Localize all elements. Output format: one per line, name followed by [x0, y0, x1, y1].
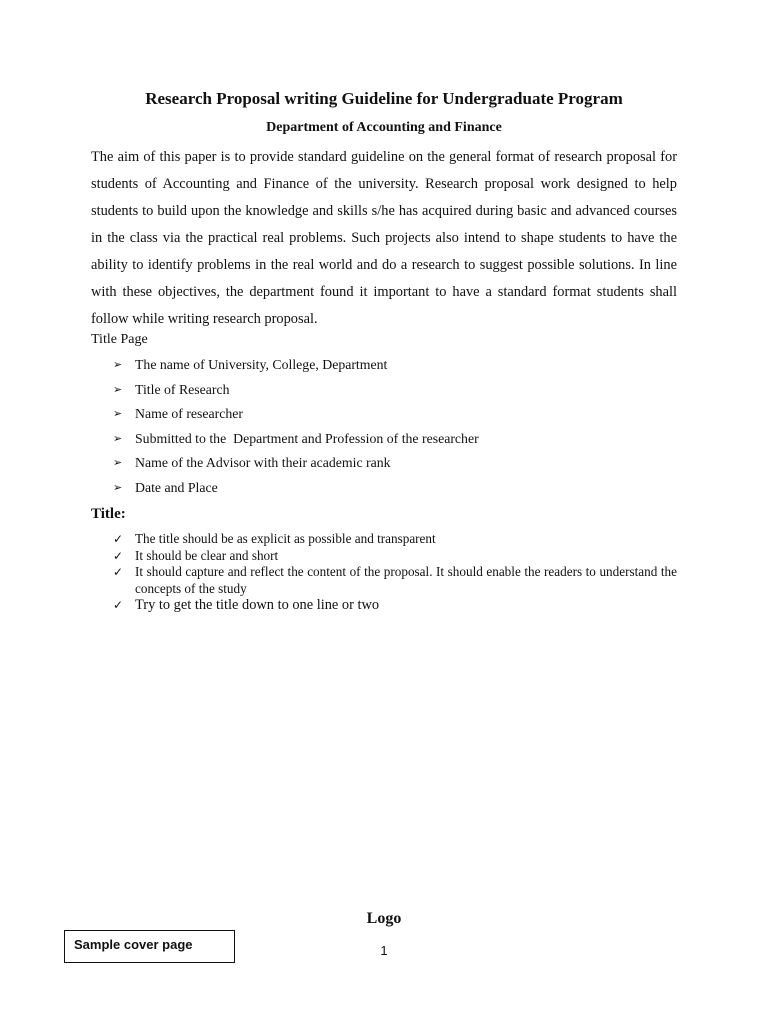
- checkmark-bullet-icon: ✓: [113, 532, 124, 546]
- list-item: [113, 476, 479, 501]
- title-rules-list: [113, 531, 677, 614]
- page-number: 1: [380, 943, 388, 958]
- department-heading: Department of Accounting and Finance: [266, 120, 502, 135]
- list-item: [113, 353, 479, 378]
- list-item: [113, 597, 677, 614]
- arrow-bullet-icon: ➢: [113, 481, 123, 494]
- list-item-label: It should capture and reflect the content of the proposal. It should enable the readers to understand the concepts of the study: [135, 564, 677, 596]
- checkmark-bullet-icon: ✓: [113, 598, 124, 612]
- list-item-label: Date and Place: [135, 479, 218, 495]
- list-item-label: Title of Research: [135, 381, 230, 397]
- arrow-bullet-icon: ➢: [113, 383, 123, 396]
- checkmark-bullet-icon: ✓: [113, 548, 124, 563]
- list-item: [113, 402, 479, 427]
- checkmark-bullet-icon: ✓: [113, 565, 124, 579]
- arrow-bullet-icon: ➢: [113, 359, 123, 371]
- list-item: [113, 451, 479, 476]
- list-item-label: Name of researcher: [135, 406, 244, 422]
- sample-cover-label: Sample cover page: [74, 937, 193, 952]
- list-item: [113, 427, 479, 452]
- sample-cover-box: [64, 930, 235, 963]
- title-page-list: [113, 353, 479, 501]
- list-item: [113, 564, 677, 597]
- list-item: [113, 548, 677, 565]
- title-page-label: Title Page: [91, 332, 148, 347]
- title-section-heading: Title:: [91, 506, 126, 522]
- list-item: [113, 378, 479, 403]
- logo-placeholder: Logo: [366, 910, 402, 927]
- arrow-bullet-icon: ➢: [113, 408, 123, 421]
- list-item-label: Submitted to the Department and Profession of the researcher: [135, 430, 479, 446]
- list-item-label: Name of the Advisor with their academic rank: [135, 455, 391, 471]
- list-item: [113, 531, 677, 548]
- list-item-label: The title should be as explicit as possible and transparent: [135, 531, 436, 546]
- arrow-bullet-icon: ➢: [113, 457, 123, 470]
- list-item-label: The name of University, College, Department: [135, 357, 388, 372]
- document-title: Research Proposal writing Guideline for Undergraduate Program: [145, 89, 623, 108]
- list-item-label: It should be clear and short: [135, 547, 279, 563]
- list-item-label: Try to get the title down to one line or two: [135, 597, 380, 613]
- arrow-bullet-icon: ➢: [113, 432, 123, 445]
- intro-paragraph: The aim of this paper is to provide standard guideline on the general format of research proposal for students of Accounting and Finance of the university. Research proposal work designed to help students to build upon the knowledge and skills s/he has acquired during basic and advanced courses in the class via the practical real problems. Such projects also intend to shape students to have the ability to identify problems in the real world and do a research to suggest possible solutions. In line with these objectives, the department found it important to have a standard format students shall follow while writing research proposal.: [91, 149, 677, 327]
